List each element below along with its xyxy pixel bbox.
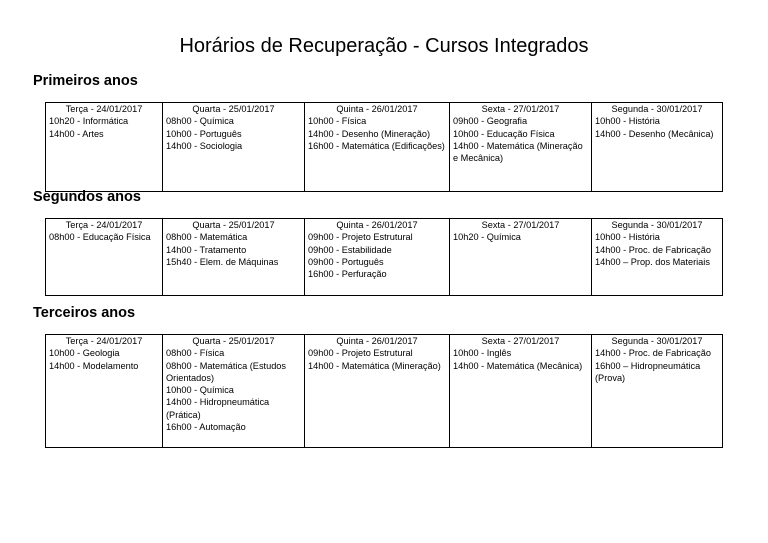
schedule-item: 14h00 - Matemática (Mecânica) <box>453 360 583 371</box>
day-cell <box>163 231 305 295</box>
schedule-item: 09h00 - Geografia <box>453 116 528 127</box>
schedule-item: 10h00 - História <box>595 116 660 127</box>
day-header: Terça - 24/01/2017 <box>46 335 163 348</box>
day-cell <box>592 115 723 191</box>
schedule-item: 10h20 - Química <box>453 232 521 243</box>
schedule-item: 14h00 - Matemática (Mineração e Mecânica) <box>453 140 583 164</box>
items-row <box>46 347 723 447</box>
day-header: Quinta - 26/01/2017 <box>305 335 450 348</box>
schedule-item: 14h00 - Hidropneumática (Prática) <box>166 397 270 420</box>
day-cell <box>592 347 723 447</box>
schedule-item: 10h00 - Química <box>166 385 234 396</box>
day-header: Quarta - 25/01/2017 <box>163 335 305 348</box>
schedule-item: 10h00 - Geologia <box>49 348 120 359</box>
schedule-item: 09h00 - Projeto Estrutural <box>308 348 413 359</box>
schedule-table-segundos <box>45 218 723 296</box>
schedule-item: 10h00 - Física <box>308 116 367 127</box>
schedule-item: 10h00 - Português <box>166 128 242 139</box>
day-cell <box>305 347 450 447</box>
header-row <box>46 219 723 232</box>
day-header: Quinta - 26/01/2017 <box>305 103 450 116</box>
day-header: Terça - 24/01/2017 <box>46 219 163 232</box>
day-cell <box>450 347 592 447</box>
day-header: Sexta - 27/01/2017 <box>450 219 592 232</box>
schedule-item: 14h00 - Sociologia <box>166 140 243 151</box>
schedule-item: 15h40 - Elem. de Máquinas <box>166 256 279 267</box>
day-cell <box>46 347 163 447</box>
schedule-item: 14h00 - Matemática (Mineração) <box>308 360 441 371</box>
day-header: Terça - 24/01/2017 <box>46 103 163 116</box>
items-row <box>46 231 723 295</box>
header-row <box>46 335 723 348</box>
schedule-item: 09h00 - Português <box>308 256 384 267</box>
schedule-item: 16h00 - Automação <box>166 422 246 433</box>
day-cell <box>163 347 305 447</box>
section-heading-segundos: Segundos anos <box>33 189 141 205</box>
schedule-item: 14h00 - Desenho (Mecânica) <box>595 128 714 139</box>
schedule-item: 09h00 - Estabilidade <box>308 244 392 255</box>
day-header: Quarta - 25/01/2017 <box>163 103 305 116</box>
schedule-item: 10h00 - História <box>595 232 660 243</box>
schedule-item: 14h00 - Proc. de Fabricação <box>595 348 711 359</box>
day-header: Sexta - 27/01/2017 <box>450 103 592 116</box>
day-cell <box>305 115 450 191</box>
day-cell <box>163 115 305 191</box>
section-heading-terceiros: Terceiros anos <box>33 305 136 321</box>
day-header: Quinta - 26/01/2017 <box>305 219 450 232</box>
schedule-item: 10h00 - Inglês <box>453 348 512 359</box>
day-cell <box>46 231 163 295</box>
day-header: Segunda - 30/01/2017 <box>592 103 723 116</box>
day-cell <box>46 115 163 191</box>
schedule-item: 14h00 - Modelamento <box>49 360 139 371</box>
day-cell <box>305 231 450 295</box>
header-row <box>46 103 723 116</box>
schedule-item: 10h20 - Informática <box>49 116 129 127</box>
schedule-item: 08h00 - Matemática (Estudos Orientados) <box>166 360 287 383</box>
schedule-item: 09h00 - Projeto Estrutural <box>308 232 413 243</box>
schedule-item: 16h00 - Perfuração <box>308 269 387 280</box>
schedule-item: 10h00 - Educação Física <box>453 128 555 139</box>
schedule-item: 08h00 - Educação Física <box>49 232 151 243</box>
schedule-table-primeiros <box>45 102 723 192</box>
schedule-item: 16h00 – Hidropneumática (Prova) <box>595 360 701 383</box>
schedule-table-terceiros <box>45 334 723 448</box>
page-title: Horários de Recuperação - Cursos Integrados <box>179 35 589 57</box>
schedule-item: 14h00 - Artes <box>49 128 104 139</box>
schedule-item: 16h00 - Matemática (Edificações) <box>308 140 445 151</box>
day-cell <box>592 231 723 295</box>
day-header: Sexta - 27/01/2017 <box>450 335 592 348</box>
day-header: Segunda - 30/01/2017 <box>592 219 723 232</box>
schedule-item: 14h00 – Prop. dos Materiais <box>595 256 710 267</box>
day-cell <box>450 231 592 295</box>
schedule-item: 14h00 - Tratamento <box>166 244 247 255</box>
schedule-item: 14h00 - Desenho (Mineração) <box>308 128 431 139</box>
day-header: Segunda - 30/01/2017 <box>592 335 723 348</box>
schedule-item: 08h00 - Química <box>166 116 234 127</box>
day-cell <box>450 115 592 191</box>
schedule-item: 08h00 - Matemática <box>166 232 248 243</box>
items-row <box>46 115 723 191</box>
schedule-item: 14h00 - Proc. de Fabricação <box>595 244 711 255</box>
schedule-item: 08h00 - Física <box>166 348 225 359</box>
day-header: Quarta - 25/01/2017 <box>163 219 305 232</box>
section-heading-primeiros: Primeiros anos <box>33 73 138 89</box>
